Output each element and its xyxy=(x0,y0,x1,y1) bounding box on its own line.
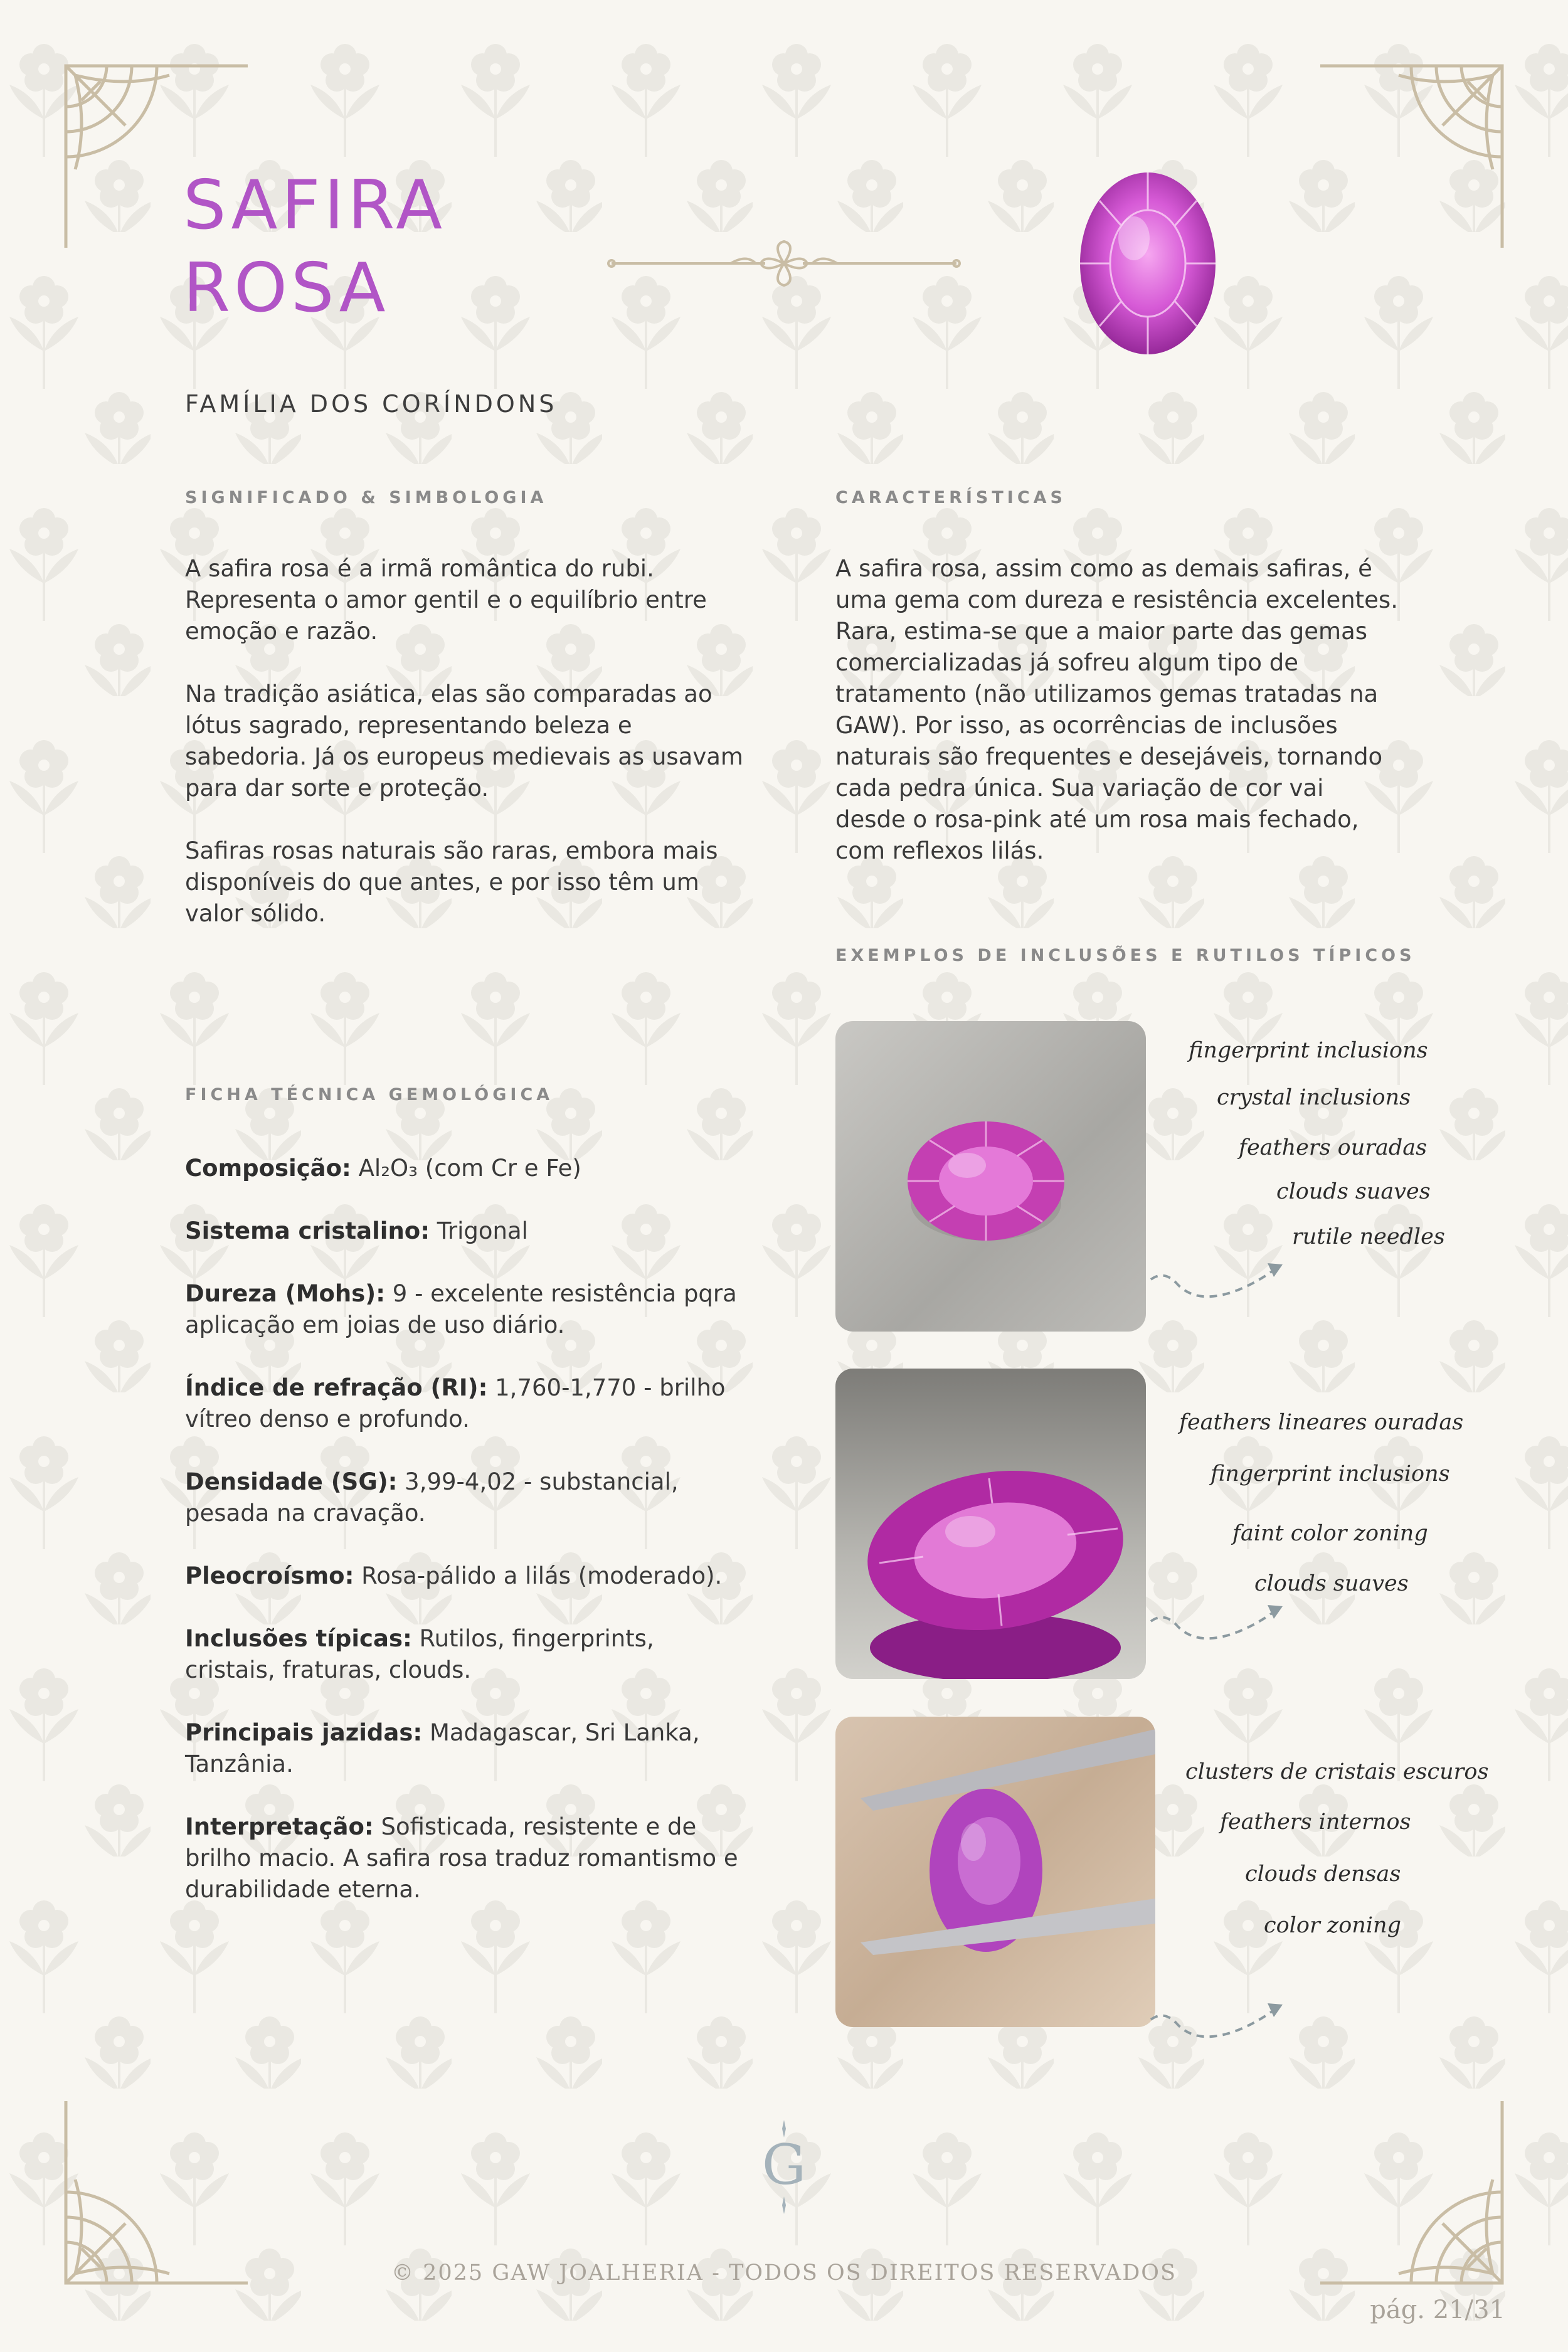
copyright-footer: © 2025 GAW JOALHERIA - TODOS OS DIREITOS RESERVADOS xyxy=(391,2260,1177,2286)
logo-letter: G xyxy=(761,2132,807,2197)
significado-paragraph-3: Safiras rosas naturais são raras, embora mais disponíveis do que antes, e por isso têm um valor sólido. xyxy=(185,837,718,927)
photo-1-note-3: feathers ouradas xyxy=(1239,1135,1428,1160)
caracteristicas-text: A safira rosa, assim como as demais safiras, é uma gema com dureza e resistência excelentes. Rara, estima-se que a maior parte das gemas comercializadas já sofreu algum tipo de tratamento (não utilizamos gemas tratadas na GAW). Por isso, as ocorrências de inclusões naturais são frequentes e desejáveis, tornando cada pedra única. Sua variação de cor vai desde o rosa-pink até um rosa mais fechado, com reflexos lilás. xyxy=(835,555,1398,864)
indice-label: Índice de refração (RI): xyxy=(185,1374,488,1401)
photo-2-note-1: feathers lineares ouradas xyxy=(1179,1410,1464,1435)
dureza-value: 9 - excelente resistência pqra aplicação em joias de uso diário. xyxy=(185,1280,737,1338)
ficha-heading: FICHA TÉCNICA GEMOLÓGICA xyxy=(185,1085,554,1104)
densidade-label: Densidade (SG): xyxy=(185,1468,398,1495)
dashed-arrow-icon-3 xyxy=(1145,1994,1295,2051)
caracteristicas-heading: CARACTERÍSTICAS xyxy=(835,488,1066,507)
corner-ornament-bottom-left xyxy=(63,2098,251,2286)
photo-3-note-3: clouds densas xyxy=(1245,1862,1401,1887)
ficha-composicao xyxy=(185,1153,750,1184)
inclusion-photo-2 xyxy=(835,1369,1146,1679)
ficha-inclusoes xyxy=(185,1623,750,1686)
ficha-sistema xyxy=(185,1216,750,1247)
gem-photo-2-image xyxy=(835,1369,1146,1679)
photo-3-note-1: clusters de cristais escuros xyxy=(1185,1759,1489,1784)
photo-3-note-2: feathers internos xyxy=(1220,1809,1411,1835)
ficha-tecnica-list xyxy=(185,1153,750,1937)
photo-1-note-5: rutile needles xyxy=(1292,1224,1445,1249)
inclusoes-value: Rutilos, fingerprints, cristais, fraturas, clouds. xyxy=(185,1625,654,1683)
composicao-value: Al₂O₃ (com Cr e Fe) xyxy=(358,1155,581,1182)
corner-ornament-bottom-right xyxy=(1317,2098,1505,2286)
sistema-value: Trigonal xyxy=(437,1217,528,1244)
photo-1-note-2: crystal inclusions xyxy=(1217,1085,1411,1110)
significado-paragraph-1: A safira rosa é a irmã romântica do rubi. Representa o amor gentil e o equilíbrio entre emoção e razão. xyxy=(185,555,707,645)
dashed-arrow-icon-2 xyxy=(1145,1596,1295,1653)
inclusion-photo-3 xyxy=(835,1717,1155,2027)
sistema-label: Sistema cristalino: xyxy=(185,1217,430,1244)
title-line-2: ROSA xyxy=(183,249,389,327)
photo-3-note-4: color zoning xyxy=(1264,1913,1401,1938)
ficha-jazidas xyxy=(185,1717,750,1780)
photo-2-note-2: fingerprint inclusions xyxy=(1210,1461,1450,1486)
pleocroismo-label: Pleocroísmo: xyxy=(185,1562,354,1589)
pink-sapphire-gem-image xyxy=(1078,169,1219,358)
jazidas-value: Madagascar, Sri Lanka, Tanzânia. xyxy=(185,1719,700,1777)
composicao-label: Composição: xyxy=(185,1155,351,1182)
significado-paragraph-2: Na tradição asiática, elas são comparadas ao lótus sagrado, representando beleza e sabedoria. Já os europeus medievais as usavam para dar sorte e proteção. xyxy=(185,681,743,802)
inclusion-photo-1 xyxy=(835,1021,1146,1332)
indice-value: 1,760-1,770 - brilho vítreo denso e profundo. xyxy=(185,1374,726,1433)
divider-ornament xyxy=(605,235,963,292)
inclusoes-label: Inclusões típicas: xyxy=(185,1625,412,1652)
photo-1-note-4: clouds suaves xyxy=(1276,1179,1431,1204)
page-number: pág. 21/31 xyxy=(1370,2296,1505,2324)
significado-heading: SIGNIFICADO & SIMBOLOGIA xyxy=(185,488,548,507)
photo-2-note-4: clouds suaves xyxy=(1254,1571,1409,1596)
significado-text xyxy=(185,553,750,961)
ficha-pleocroismo xyxy=(185,1560,750,1592)
jazidas-label: Principais jazidas: xyxy=(185,1719,423,1746)
title-line-1: SAFIRA xyxy=(183,166,446,245)
corner-ornament-top-right xyxy=(1317,63,1505,251)
dashed-arrow-icon-1 xyxy=(1145,1254,1295,1311)
gem-photo-3-image xyxy=(835,1717,1155,2027)
photo-1-note-1: fingerprint inclusions xyxy=(1189,1038,1428,1063)
densidade-value: 3,99-4,02 - substancial, pesada na cravação. xyxy=(185,1468,679,1527)
dureza-label: Dureza (Mohs): xyxy=(185,1280,385,1307)
interpretacao-value: Sofisticada, resistente e de brilho macio. A safira rosa traduz romantismo e durabilidade eterna. xyxy=(185,1813,738,1903)
exemplos-heading: EXEMPLOS DE INCLUSÕES E RUTILOS TÍPICOS xyxy=(835,946,1416,965)
photo-2-note-3: faint color zoning xyxy=(1232,1521,1428,1546)
gaw-logo xyxy=(750,2120,818,2214)
ficha-dureza xyxy=(185,1278,750,1341)
page-title xyxy=(183,164,446,330)
ficha-densidade xyxy=(185,1466,750,1529)
interpretacao-label: Interpretação: xyxy=(185,1813,374,1840)
ficha-interpretacao xyxy=(185,1811,750,1905)
gem-photo-1-image xyxy=(835,1021,1146,1332)
ficha-indice xyxy=(185,1372,750,1435)
pleocroismo-value: Rosa-pálido a lilás (moderado). xyxy=(361,1562,723,1589)
page-subtitle: FAMÍLIA DOS CORÍNDONS xyxy=(185,390,558,418)
